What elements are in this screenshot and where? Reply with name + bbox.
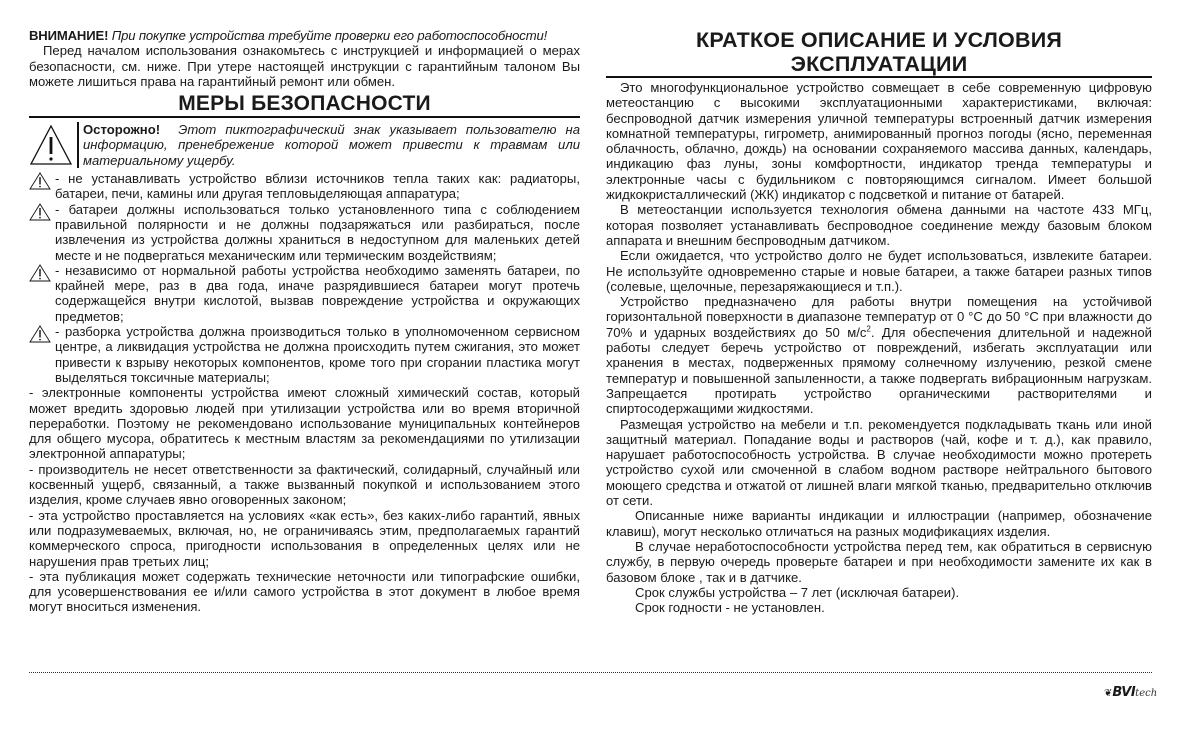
warning-small-icon (29, 325, 51, 343)
warning-text: - независимо от нормальной работы устройства необходимо заменять батареи, по крайней мере, раз в два года, иначе разрядившиеся батареи могут протечь содержащейся внутри кислотой, вызвав повреждение устройства и окружающих предметов; (55, 262, 580, 324)
brand-logo (1104, 684, 1157, 700)
leaf-icon: ❦ (1104, 688, 1113, 699)
logo-main: BVI (1112, 685, 1136, 700)
logo-sub: tech (1135, 688, 1158, 699)
frequency-paragraph: В метеостанции используется технология обмена данными на частоте 433 МГц, которая позволяет устанавливать беспроводное соединение между базовым блоком аппарата и внешним беспроводным датчиком. (606, 202, 1152, 248)
batteries-paragraph: Если ожидается, что устройство долго не будет использоваться, извлеките батареи. Не используйте одновременно старые и новые батареи, а также батареи разных типов (солевые, щелочные, перезаряжающиеся и т.п.). (606, 248, 1152, 294)
warning-text: - разборка устройства должна производиться только в уполномоченном сервисном центре, а ликвидация устройства не должна происходить путем сжигания, это может привести к взрыву некоторых компонентов, кроме того при сгорании пластика могут выделяться токсичные материалы; (55, 324, 580, 385)
description-heading: КРАТКОЕ ОПИСАНИЕ И УСЛОВИЯ ЭКСПЛУАТАЦИИ (606, 28, 1152, 78)
caution-text-block (77, 122, 580, 168)
intro-paragraph: Перед началом использования ознакомьтесь с инструкцией и информацией о мерах безопасности, см. ниже. При утере настоящей инструкции с гарантийным талоном Вы можете лишиться права на гарантийный ремонт или обмен. (29, 43, 580, 89)
warning-item (29, 202, 580, 263)
superscript: 2 (866, 324, 871, 334)
warning-item (29, 324, 580, 385)
conditions-text-continued: . Для обеспечения длительной и надежной работы следует беречь устройство от повреждений, избегать эксплуатации или хранения в местах, подверженных прямому солнечному излучению, резкой смене температур и повышенной запыленности, а также подвергать вибрационным нагрузкам. Запрещается протирать устройство органическими растворителями и спиртосодержащими жидкостями. (606, 324, 1152, 417)
warning-item (29, 263, 580, 324)
safety-heading: МЕРЫ БЕЗОПАСНОСТИ (29, 92, 580, 118)
note-paragraph: - производитель не несет ответственности за фактический, солидарный, случайный или косвенный ущерб, связанный, а также вызванный покупкой и использованием этого изделия, кроме случаев явно оговоренных законом; (29, 461, 580, 508)
warning-text: - батареи должны использоваться только установленного типа с соблюдением правильной полярности и не должны подзаряжаться или разбираться, после извлечения из устройства должны храниться в недоступном для маленьких детей месте и не подвергаться механическим или термическим воздействиям; (55, 201, 580, 263)
left-column (29, 28, 580, 615)
troubleshooting-paragraph: В случае неработоспособности устройства перед тем, как обратиться в сервисную службу, в первую очередь проверьте батареи и при необходимости замените их как в базовом блоке , так и в датчике. (606, 538, 1152, 585)
attention-line (29, 28, 580, 43)
right-column (606, 28, 1152, 615)
shelf-life: Срок годности - не установлен. (635, 600, 825, 616)
attention-label: ВНИМАНИЕ! (29, 28, 109, 43)
placement-paragraph: Размещая устройство на мебели и т.п. рекомендуется подкладывать ткань или иной защитный материал. Попадание воды и растворов (чай, кофе и т. д.), как правило, нарушает работоспособность устройства. В случае необходимости можно протереть устройство сухой или смоченной в слабом водном растворе нейтрального бытового моющего средства и отжатой от лишней влаги мягкой тканью, предварительно отключив от сети. (606, 416, 1152, 509)
operating-conditions-paragraph (606, 294, 1152, 416)
caution-text: Этот пиктографический знак указывает пользователю на информацию, пренебрежение которой может привести к травмам или материальному ущербу. (83, 122, 580, 168)
variations-paragraph: Описанные ниже варианты индикации и иллюстрации (например, обозначение клавиш), могут несколько отличаться на разных модификациях изделия. (606, 508, 1152, 539)
service-life: Срок службы устройства – 7 лет (исключая батареи). (635, 584, 960, 600)
caution-block (29, 122, 580, 168)
warning-small-icon (29, 264, 51, 282)
warning-small-icon (29, 203, 51, 221)
note-paragraph: - эта публикация может содержать технические неточности или типографские ошибки, для усовершенствования ее и/или самого устройства в этот документ в любое время могут вноситься изменения. (29, 568, 580, 615)
note-paragraph: - электронные компоненты устройства имеют сложный химический состав, который может вредить здоровью людей при утилизации устройства или во время вторичной переработки. Поэтому не рекомендовано использование муниципальных контейнеров для общего мусора, обратитесь к местным властям за рекомендациями по утилизации электронной аппаратуры; (29, 385, 580, 462)
conditions-text: Устройство предназначено для работы внутри помещения на устойчивой горизонтальной поверхности в диапазоне температур от 0 °С до 50 °С при влажности до 70% и ударных воздействиях до 50 м/с (606, 294, 1152, 340)
attention-text: При покупке устройства требуйте проверки его работоспособности! (108, 28, 548, 43)
description-paragraph: Это многофункциональное устройство совмещает в себе современную цифровую метеостанцию с высокими эксплуатационными характеристиками, включая: беспроводной датчик измерения уличной температуры встроенный датчик измерения комнатной температуры, гигрометр, анимированный прогноз погоды (ясно, переменная облачность, облачно, дождь) на основании сохраняемого массива данных, календарь, индикацию фаз луны, зоны комфортности, индикатор тренда температуры и электронные часы с будильником с повторяющимся сигналом. Имеет большой жидкокристаллический (ЖК) индикатор с подсветкой и питание от батарей. (606, 80, 1152, 203)
dotted-divider (29, 672, 1152, 673)
warning-text: - не устанавливать устройство вблизи источников тепла таких как: радиаторы, батареи, печи, камины или другая тепловыделяющая аппаратура; (55, 171, 580, 202)
caution-label: Осторожно! (83, 122, 161, 138)
warning-triangle-icon (29, 123, 73, 167)
note-paragraph: - эта устройство проставляется на условиях «как есть», без каких-либо гарантий, явных или подразумеваемых, включая, но, не ограничиваясь этим, предполагаемых гарантий коммерческого спроса, пригодности использования в определенных целях или не нарушения прав третьих лиц; (29, 507, 580, 569)
warning-small-icon (29, 172, 51, 190)
warning-item (29, 171, 580, 202)
